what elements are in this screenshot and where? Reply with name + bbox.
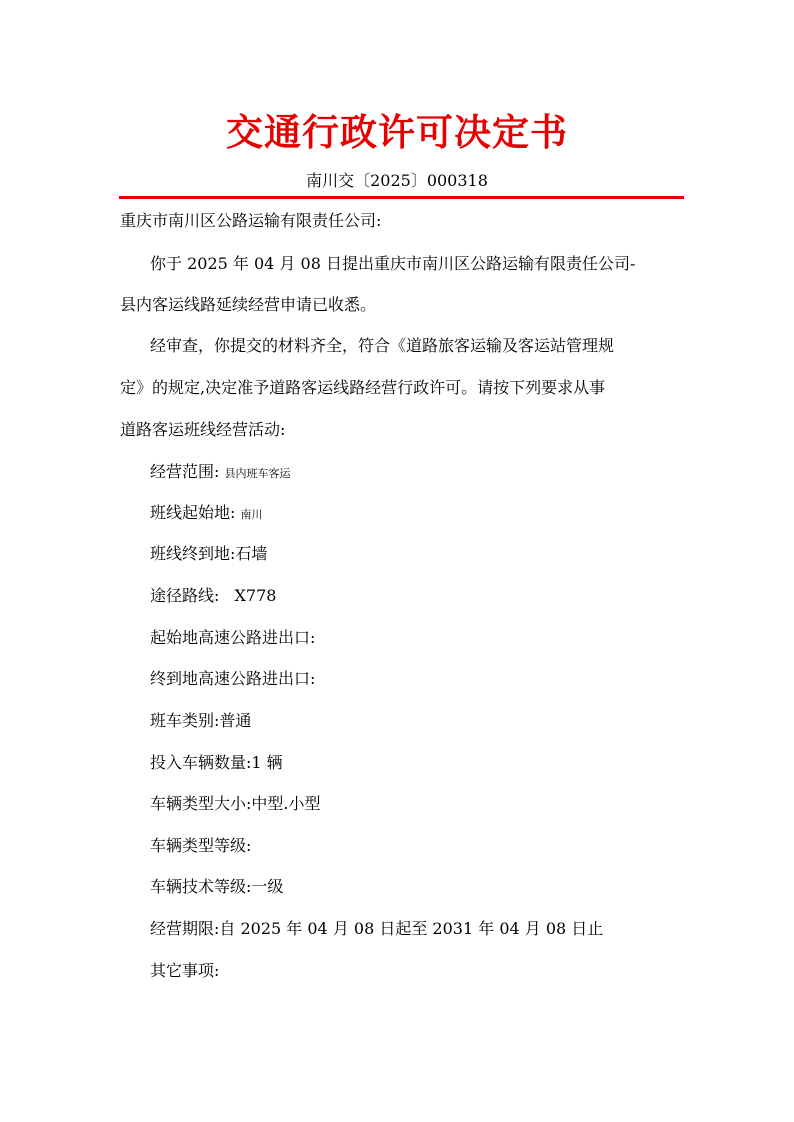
- field-vehicle-size: 车辆类型大小:中型.小型: [150, 794, 321, 813]
- paragraph-2-line-3: 道路客运班线经营活动:: [120, 420, 286, 439]
- field-scope-value: 县内班车客运: [224, 467, 291, 480]
- field-route-label: 途径路线:: [150, 586, 220, 605]
- field-tech-grade: 车辆技术等级:一级: [150, 877, 284, 896]
- document-number: 南川交〔2025〕000318: [306, 171, 488, 190]
- document-title: 交通行政许可决定书: [226, 110, 568, 154]
- addressee: 重庆市南川区公路运输有限责任公司:: [120, 211, 382, 230]
- field-destination: 班线终到地:石墙: [150, 544, 268, 563]
- paragraph-2-line-1: 经审查，你提交的材料齐全，符合《道路旅客运输及客运站管理规: [150, 336, 615, 355]
- field-period: 经营期限:自 2025 年 04 月 08 日起至 2031 年 04 月 08 日止: [150, 919, 604, 938]
- field-scope: [150, 462, 686, 484]
- field-other: 其它事项:: [150, 961, 220, 980]
- field-route: [150, 586, 686, 606]
- field-vehicle-count: 投入车辆数量:1 辆: [150, 753, 283, 772]
- field-scope-label: 经营范围:: [150, 462, 220, 481]
- field-vehicle-grade: 车辆类型等级:: [150, 836, 252, 855]
- field-dest-highway: 终到地高速公路进出口:: [150, 669, 316, 688]
- paragraph-1-line-2: 县内客运线路延续经营申请已收悉。: [120, 295, 377, 314]
- paragraph-2-line-2: 定》的规定,决定准予道路客运线路经营行政许可。请按下列要求从事: [120, 378, 606, 397]
- paragraph-1-line-1: 你于 2025 年 04 月 08 日提出重庆市南川区公路运输有限责任公司-: [150, 254, 636, 273]
- red-divider: [119, 196, 684, 199]
- field-origin: [150, 503, 686, 525]
- field-origin-value: 南川: [240, 508, 263, 521]
- field-origin-highway: 起始地高速公路进出口:: [150, 628, 316, 647]
- field-route-value: X778: [234, 586, 277, 605]
- field-bus-category: 班车类别:普通: [150, 711, 252, 730]
- field-origin-label: 班线起始地:: [150, 503, 236, 522]
